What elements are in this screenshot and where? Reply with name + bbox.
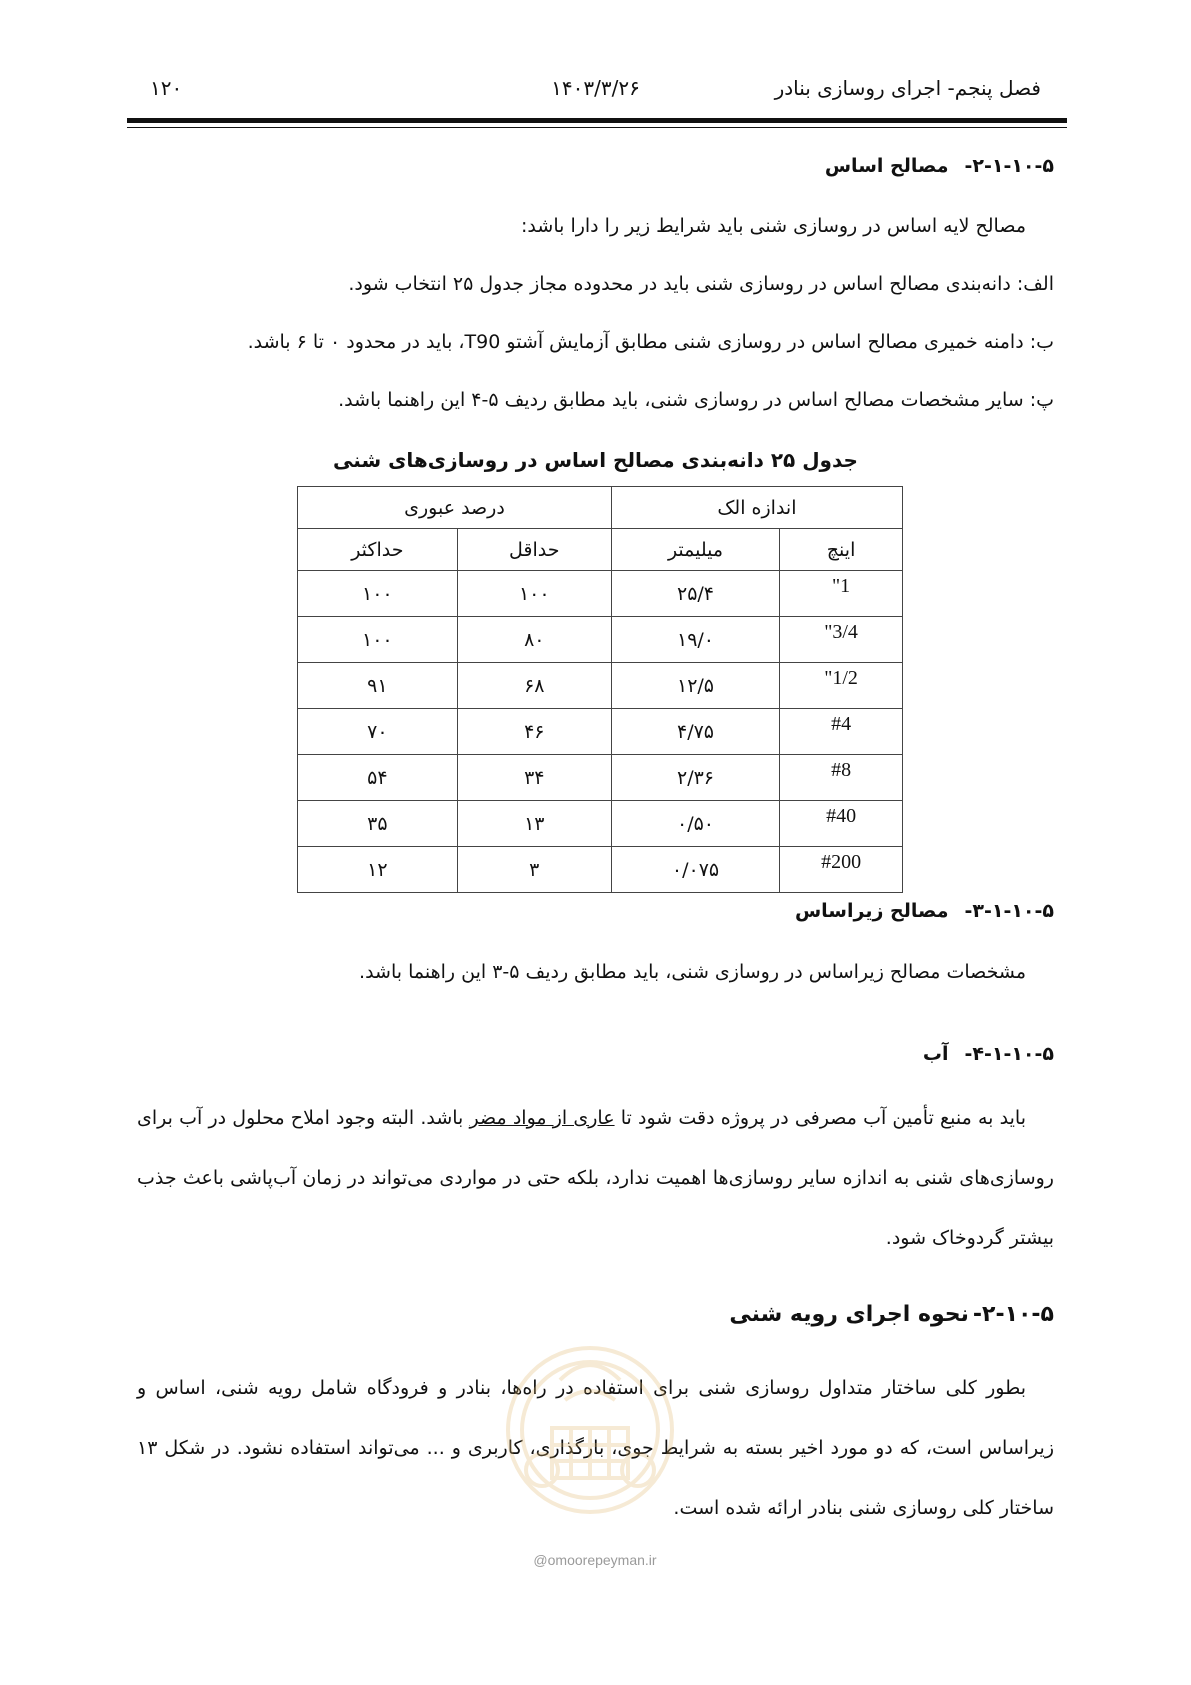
cell-min: ۱۳: [457, 801, 611, 847]
header-date: ۱۴۰۳/۳/۲۶: [551, 76, 640, 100]
paragraph-water: [137, 1088, 1054, 1268]
omoorepeyman-seal-icon: [490, 1320, 690, 1550]
table-row: [298, 755, 903, 801]
paragraph-subbase: مشخصات مصالح زیراساس در روسازی شنی، باید مطابق ردیف ۵-۳ این راهنما باشد.: [359, 961, 1026, 983]
cell-mm: ۱۹/۰: [611, 617, 779, 663]
section-title: آب: [922, 1043, 949, 1065]
water-text-underlined: عاری از مواد مضر: [469, 1107, 615, 1129]
page-number: ۱۲۰: [150, 76, 183, 100]
cell-min: ۳۴: [457, 755, 611, 801]
list-item-a: الف: دانه‌بندی مصالح اساس در روسازی شنی باید در محدوده مجاز جدول ۲۵ انتخاب شود.: [348, 273, 1054, 295]
section-heading-subbase: [137, 900, 1054, 922]
table-header-row: [298, 487, 903, 529]
section-heading-base: [137, 155, 1054, 177]
header-mm: میلیمتر: [611, 529, 779, 571]
cell-min: ۳: [457, 847, 611, 893]
page-header: [150, 76, 1041, 116]
cell-inch: #8: [780, 755, 903, 801]
header-rule-thick: [127, 118, 1067, 123]
cell-min: ۸۰: [457, 617, 611, 663]
water-text-start: باید به منبع تأمین آب مصرفی در پروژه دقت شود تا: [614, 1107, 1026, 1129]
cell-max: ۱۰۰: [298, 571, 458, 617]
header-max: حداکثر: [298, 529, 458, 571]
cell-mm: ۲/۳۶: [611, 755, 779, 801]
cell-max: ۳۵: [298, 801, 458, 847]
cell-mm: ۴/۷۵: [611, 709, 779, 755]
cell-inch: #200: [780, 847, 903, 893]
gradation-table: [297, 486, 903, 893]
table-row: [298, 801, 903, 847]
section-title: مصالح زیراساس: [794, 900, 949, 922]
list-item-b: ب: دامنه خمیری مصالح اساس در روسازی شنی مطابق آزمایش آشتو T90، باید در محدود ۰ تا ۶ باشد.: [247, 331, 1054, 353]
cell-inch: 1/2": [780, 663, 903, 709]
water-text-end: باشد. البته وجود املاح محلول در آب برای روسازی‌های شنی به اندازه سایر روسازی‌ها اهمیت ندارد، بلکه حتی در مواردی می‌تواند در زمان آب‌پاشی باعث جذب بیشتر گردوخاک شود.: [137, 1107, 1054, 1249]
header-inch: اینچ: [780, 529, 903, 571]
cell-max: ۱۲: [298, 847, 458, 893]
header-min: حداقل: [457, 529, 611, 571]
cell-inch: 3/4": [780, 617, 903, 663]
cell-min: ۱۰۰: [457, 571, 611, 617]
table-row: [298, 663, 903, 709]
table-row: [298, 571, 903, 617]
table-row: [298, 709, 903, 755]
header-rule-thin: [127, 127, 1067, 128]
section-title: مصالح اساس: [824, 155, 949, 177]
cell-mm: ۱۲/۵: [611, 663, 779, 709]
cell-mm: ۲۵/۴: [611, 571, 779, 617]
cell-max: ۱۰۰: [298, 617, 458, 663]
section-heading-water: [137, 1043, 1054, 1065]
table-row: [298, 617, 903, 663]
section-title: نحوه اجرای رویه شنی: [729, 1302, 969, 1327]
cell-max: ۹۱: [298, 663, 458, 709]
table-row: [298, 847, 903, 893]
header-sieve-size: اندازه الک: [611, 487, 902, 529]
cell-mm: ۰/۵۰: [611, 801, 779, 847]
cell-min: ۶۸: [457, 663, 611, 709]
table-caption: جدول ۲۵ دانه‌بندی مصالح اساس در روسازی‌های شنی: [333, 448, 858, 472]
section-number: ۲-۱۰-۵-: [972, 1302, 1054, 1327]
list-item-c: پ: سایر مشخصات مصالح اساس در روسازی شنی، باید مطابق ردیف ۵-۴ این راهنما باشد.: [338, 389, 1054, 411]
paragraph-execution: بطور کلی ساختار متداول روسازی شنی برای استفاده در راه‌ها، بنادر و فرودگاه شامل رویه شنی، اساس و زیراساس است، که دو مورد اخیر بسته به شرایط جوی، بارگذاری، کاربری و ... می‌تواند استفاده نشود. در شکل ۱۳ ساختار کلی روسازی شنی بنادر ارائه شده است.: [137, 1377, 1054, 1519]
cell-max: ۵۴: [298, 755, 458, 801]
cell-max: ۷۰: [298, 709, 458, 755]
paragraph-base-intro: مصالح لایه اساس در روسازی شنی باید شرایط زیر را دارا باشد:: [521, 215, 1026, 237]
section-number: ۳-۱-۱۰-۵-: [964, 900, 1054, 922]
cell-inch: 1": [780, 571, 903, 617]
chapter-title: فصل پنجم- اجرای روسازی بنادر: [774, 76, 1041, 100]
cell-inch: #40: [780, 801, 903, 847]
section-number: ۲-۱-۱۰-۵-: [964, 155, 1054, 177]
section-number: ۴-۱-۱۰-۵-: [964, 1043, 1054, 1065]
cell-inch: #4: [780, 709, 903, 755]
cell-min: ۴۶: [457, 709, 611, 755]
header-percent-passing: درصد عبوری: [298, 487, 612, 529]
table-subheader-row: [298, 529, 903, 571]
cell-mm: ۰/۰۷۵: [611, 847, 779, 893]
watermark-text: @omoorepeyman.ir: [533, 1552, 657, 1568]
